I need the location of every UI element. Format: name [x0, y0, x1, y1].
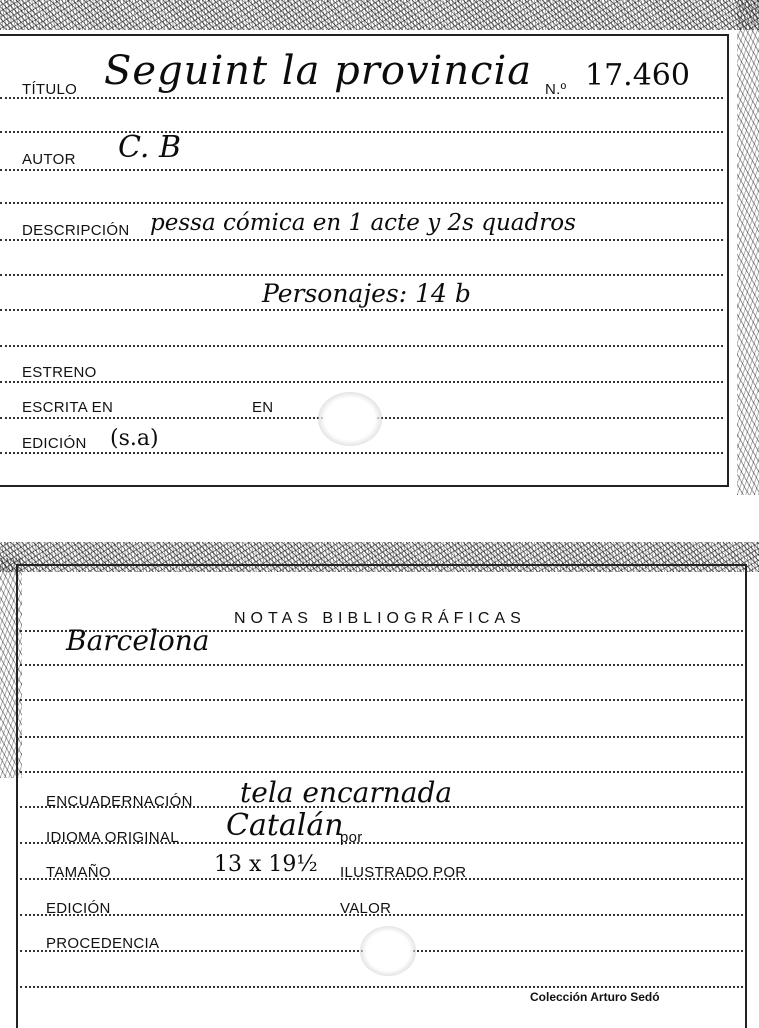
- descripcion-label: DESCRIPCIÓN: [22, 222, 130, 239]
- collection-credit: Colección Arturo Sedó: [530, 990, 660, 1004]
- rule-line: [0, 131, 723, 133]
- autor-label: AUTOR: [22, 151, 76, 168]
- notas-heading: NOTAS BIBLIOGRÁFICAS: [234, 610, 526, 627]
- en-label: EN: [252, 399, 274, 416]
- rule-line: [0, 97, 723, 99]
- idioma-value: Catalán: [226, 808, 344, 843]
- punch-hole: [360, 926, 416, 976]
- idioma-label: IDIOMA ORIGINAL: [46, 829, 179, 846]
- por-label: por: [340, 829, 363, 846]
- rule-line: [0, 274, 723, 276]
- encuadernacion-value: tela encarnada: [240, 776, 453, 809]
- rule-line: [20, 699, 743, 701]
- rule-line: [0, 239, 723, 241]
- notas-value: Barcelona: [66, 624, 210, 657]
- rule-line: [20, 771, 743, 773]
- numero-value: 17.460: [585, 58, 690, 93]
- titulo-value: Seguint la provincia: [104, 48, 533, 94]
- encuadernacion-label: ENCUADERNACIÓN: [46, 793, 193, 810]
- rule-line: [20, 664, 743, 666]
- rule-line: [0, 169, 723, 171]
- rule-line: [0, 202, 723, 204]
- estreno-label: ESTRENO: [22, 364, 97, 381]
- edicion-value: (s.a): [110, 426, 159, 451]
- rule-line: [0, 452, 723, 454]
- valor-label: VALOR: [340, 900, 392, 917]
- escrita-en-label: ESCRITA EN: [22, 399, 114, 416]
- scan-noise-right: [737, 0, 759, 495]
- rule-line: [0, 345, 723, 347]
- autor-value: C. B: [118, 130, 182, 165]
- personajes-value: Personajes: 14 b: [262, 279, 471, 308]
- ilustrado-label: ILUSTRADO POR: [340, 864, 467, 881]
- tamano-value: 13 x 19½: [214, 852, 318, 877]
- edicion-label: EDICIÓN: [22, 435, 87, 452]
- catalog-card-back: [0, 538, 759, 1028]
- rule-line: [20, 736, 743, 738]
- punch-hole: [318, 392, 382, 446]
- rule-line: [20, 986, 743, 988]
- scan-noise-top: [0, 0, 759, 30]
- rule-line: [0, 381, 723, 383]
- procedencia-label: PROCEDENCIA: [46, 935, 160, 952]
- catalog-card-front: [0, 0, 759, 495]
- numero-label: N.º: [545, 81, 567, 98]
- rule-line: [0, 309, 723, 311]
- titulo-label: TÍTULO: [22, 81, 78, 98]
- tamano-label: TAMAÑO: [46, 864, 111, 881]
- edicion-label: EDICIÓN: [46, 900, 111, 917]
- descripcion-value: pessa cómica en 1 acte y 2s quadros: [150, 210, 576, 236]
